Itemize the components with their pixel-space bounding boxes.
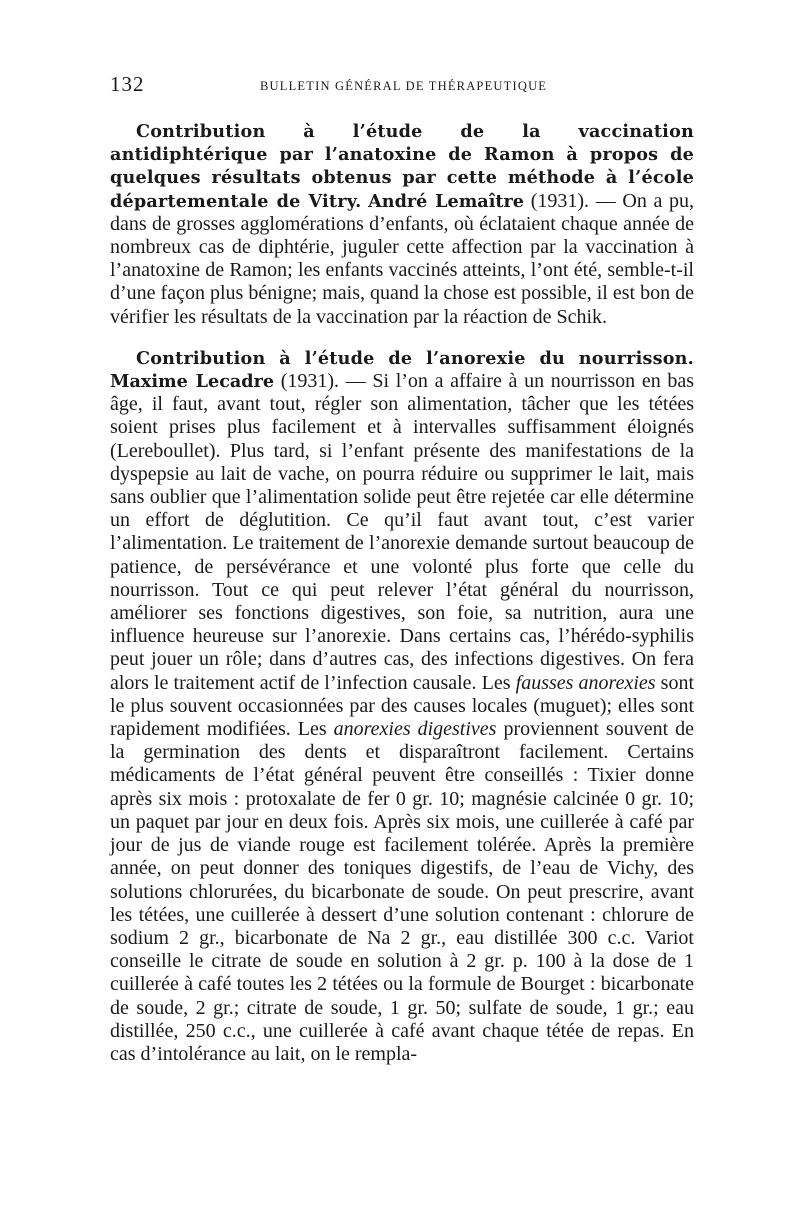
entry-text: sont le plus souvent occasionnées par des causes locales (muguet); elles sont rapidement modifiées. Les	[110, 671, 695, 741]
running-head: BULLETIN GÉNÉRAL DE THÉRAPEUTIQUE	[260, 79, 548, 93]
entry-text: — On a pu, dans de grosses agglomérations d’enfants, où éclataient chaque année de nombreux cas de diphtérie, juguler cette affection par la vaccination à l’anatoxine de Ramon; les enfants vaccinés atteints, l’ont été, semble-t-il d’une façon plus bénigne; mais, quand la chose est possible, il est bon de vérifier les résultats de la vaccination par la réaction de Schik.	[110, 189, 695, 328]
entry-italic-term: anorexies digestives	[333, 718, 497, 741]
abstract-entry	[110, 120, 694, 329]
article-body	[110, 120, 694, 1066]
page-header	[110, 72, 694, 102]
entry-year: (1931).	[280, 370, 340, 393]
page-number: 132	[110, 72, 145, 96]
entry-title: Contribution à l’étude de l’anorexie du nourrisson.	[136, 347, 694, 369]
entry-title: Contribution à l’étude de la vaccination antidiphtérique par l’anatoxine de Ramon à propos de quelques résultats obtenus par cette méthode à l’école départementale de Vitry.	[110, 121, 694, 212]
abstract-entry	[110, 347, 694, 1066]
entry-year: (1931).	[530, 189, 590, 212]
entry-text: proviennent souvent de la germination des dents et disparaîtront facilement. Certains médicaments de l’état général peuvent être conseillés : Tixier donne après six mois : protoxalate de fer 0 gr. 10; magnésie calcinée 0 gr. 10; un paquet par jour en deux fois. Après six mois, une cuillerée à café par jour de jus de viande rouge est facilement tolérée. Après la première année, on peut donner des toniques digestifs, de l’eau de Vichy, des solutions chlorurées, du bicarbonate de soude. On peut prescrire, avant les tétées, une cuillerée à dessert d’une solution contenant : chlorure de sodium 2 gr., bicarbonate de Na 2 gr., eau distillée 300 c.c. Variot conseille le citrate de soude en solution à 2 gr. p. 100 à la dose de 1 cuillerée à café toutes les 2 tétées ou la formule de Bourget : bicarbonate de soude, 2 gr.; citrate de soude, 1 gr. 50; sulfate de soude, 1 gr.; eau distillée, 250 c.c., une cuillerée à café avant chaque tétée de repas. En cas d’intolérance au lait, on le rempla-	[110, 718, 694, 1065]
entry-italic-term: fausses anorexies	[515, 671, 656, 694]
entry-author: André Lemaître	[368, 190, 524, 212]
entry-text: — Si l’on a affaire à un nourrisson en bas âge, il faut, avant tout, régler son alimentation, tâcher que les tétées soient prises plus facilement et à intervalles suffisamment éloignés (Lereboullet). Plus tard, si l’enfant présente des manifestations de la dyspepsie au lait de vache, on pourra réduire ou supprimer le lait, mais sans oublier que l’alimentation solide peut être rejetée car elle détermine un effort de déglutition. Ce qu’il faut avant tout, c’est varier l’alimentation. Le traitement de l’anorexie demande surtout beaucoup de patience, de persévérance et une volonté plus forte que celle du nourrisson. Tout ce qui peut relever l’état général du nourrisson, améliorer ses fonctions digestives, son foie, sa nutrition, aura une influence heureuse sur l’anorexie. Dans certains cas, l’hérédo-syphilis peut jouer un rôle; dans d’autres cas, des infections digestives. On fera alors le traitement actif de l’infection causale. Les	[110, 370, 695, 694]
entry-author: Maxime Lecadre	[110, 371, 275, 393]
